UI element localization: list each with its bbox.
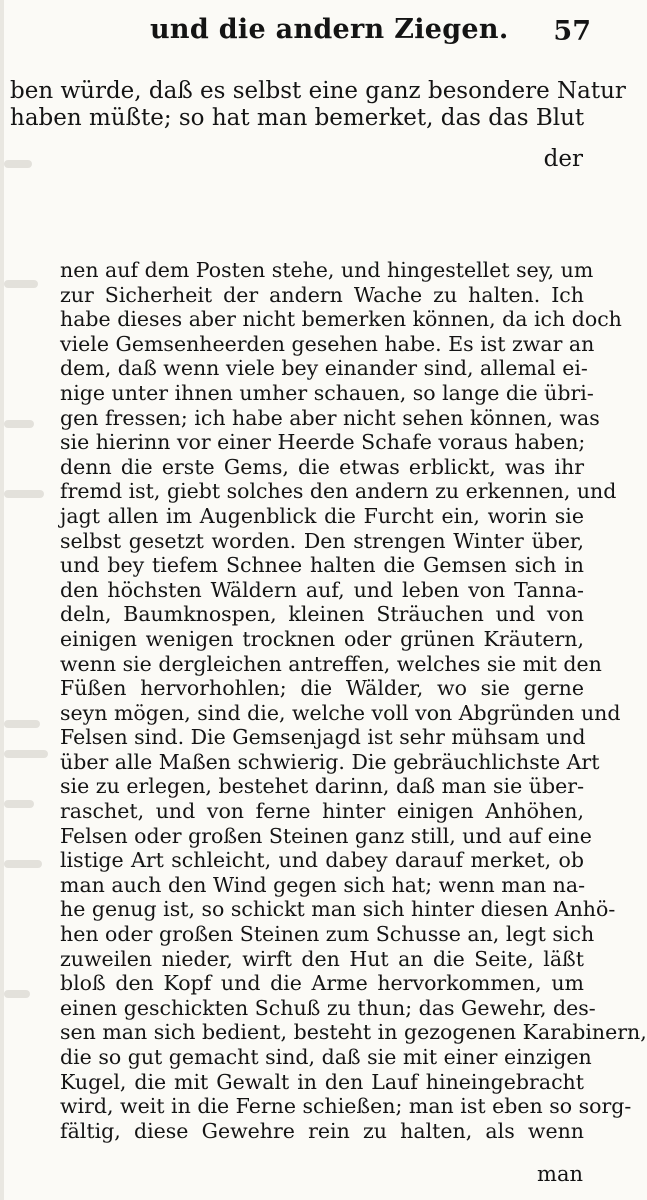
text-line: denn die erste Gems, die etwas erblickt, was ihr [60,454,584,479]
text-line: den höchsten Wäldern auf, und leben von Tanna- [60,577,584,602]
text-line: dem, daß wenn viele bey einander sind, allemal ei- [60,356,588,381]
text-line: sen man sich bedient, besteht in gezogenen Karabinern, [60,1020,647,1045]
text-line: bloß den Kopf und die Arme hervorkommen, um [60,971,584,996]
text-line: sie zu erlegen, bestehet darinn, daß man sie über- [60,774,584,799]
text-line: einen geschickten Schuß zu thun; das Gewehr, des- [60,995,596,1020]
text-line: jagt allen im Augenblick die Furcht ein, worin sie [60,503,584,528]
text-line: selbst gesetzt worden. Den strengen Winter über, [60,528,584,553]
text-line: viele Gemsenheerden gesehen habe. Es ist zwar an [60,331,595,356]
text-line: nige unter ihnen umher schauen, so lange die übri- [60,380,594,405]
text-line: seyn mögen, sind die, welche voll von Abgründen und [60,700,621,725]
text-line: fältig, diese Gewehre rein zu halten, als wenn [60,1118,584,1143]
text-line: Kugel, die mit Gewalt in den Lauf hineingebracht [60,1069,584,1094]
top-text-block [10,78,626,132]
page-number: 57 [553,16,591,47]
text-line: wenn sie dergleichen antreffen, welches sie mit den [60,651,602,676]
text-line: Füßen hervorhohlen; die Wälder, wo sie gerne [60,676,584,701]
catchword-bottom: man [537,1162,583,1186]
text-line: Felsen oder großen Steinen ganz still, und auf eine [60,823,592,848]
text-line: ben würde, daß es selbst eine ganz besondere Natur [10,78,626,104]
text-line: die so gut gemacht sind, daß sie mit einer einzigen [60,1045,592,1069]
text-line: man auch den Wind gegen sich hat; wenn man na- [60,872,586,897]
text-line: hen oder großen Steinen zum Schusse an, legt sich [60,922,595,947]
text-line: haben müßte; so hat man bemerket, das das Blut [10,105,585,131]
text-line: wird, weit in die Ferne schießen; man ist eben so sorg- [60,1094,632,1119]
catchword: der [543,146,583,172]
text-line: sie hierinn vor einer Heerde Schafe voraus haben; [60,430,586,455]
body-text-block [60,258,647,1143]
text-line: deln, Baumknospen, kleinen Sträuchen und von [60,602,584,627]
text-line: nen auf dem Posten stehe, und hingestellet sey, um [60,258,594,282]
text-line: listige Art schleicht, und dabey darauf merket, ob [60,848,584,873]
text-line: fremd ist, giebt solches den andern zu erkennen, und [60,479,617,504]
text-line: gen fressen; ich habe aber nicht sehen können, was [60,405,600,430]
text-line: Felsen sind. Die Gemsenjagd ist sehr mühsam und [60,725,586,750]
text-line: habe dieses aber nicht bemerken können, da ich doch [60,307,622,332]
text-line: zuweilen nieder, wirft den Hut an die Seite, läßt [60,946,584,971]
bleed-through-marks [4,160,54,1160]
text-line: raschet, und von ferne hinter einigen Anhöhen, [60,799,584,824]
text-line: und bey tiefem Schnee halten die Gemsen sich in [60,553,584,578]
text-line: zur Sicherheit der andern Wache zu halten. Ich [60,282,584,307]
text-line: einigen wenigen trocknen oder grünen Kräutern, [60,626,584,651]
text-line: he genug ist, so schickt man sich hinter diesen Anhö- [60,897,616,922]
running-title: und die andern Ziegen. [150,14,509,45]
text-line: über alle Maßen schwierig. Die gebräuchlichste Art [60,749,600,774]
